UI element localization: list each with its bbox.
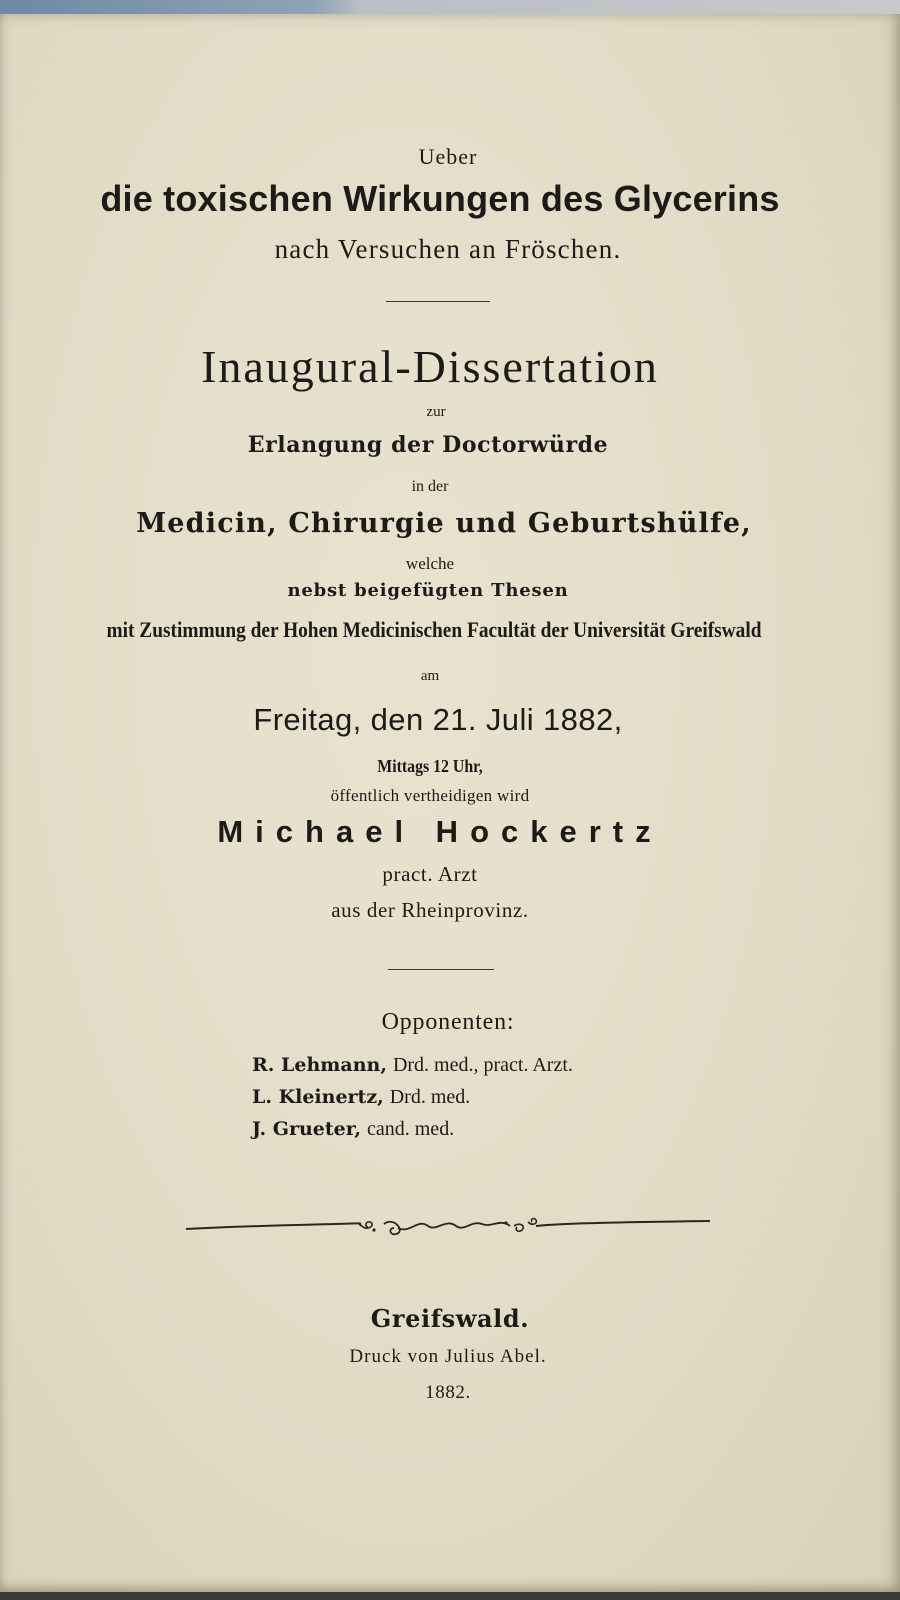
opponent-name: L. Kleinertz, — [252, 1086, 384, 1108]
opponents-heading: Opponenten: — [381, 1009, 515, 1035]
opponent-row — [252, 1054, 573, 1077]
theses-text: nebst beigefügten Thesen — [287, 580, 569, 601]
imprint-year: 1882. — [425, 1382, 471, 1403]
imprint-printer: Druck von Julius Abel. — [349, 1346, 547, 1367]
ueber-text: Ueber — [418, 144, 478, 169]
opponent-name: R. Lehmann, — [252, 1054, 387, 1076]
opponent-row — [252, 1086, 470, 1109]
am-text: am — [420, 668, 440, 684]
divider-rule — [386, 301, 490, 302]
imprint-city: Greifswald. — [370, 1304, 530, 1333]
opponent-row — [252, 1118, 454, 1141]
date-text: Freitag, den 21. Juli 1882, — [253, 702, 623, 737]
title-page — [0, 14, 900, 1592]
author-origin: aus der Rheinprovinz. — [331, 898, 529, 922]
divider-rule — [388, 969, 494, 970]
ornament-divider — [184, 1214, 714, 1244]
dissertation-heading: Inaugural-Dissertation — [201, 341, 659, 392]
fields-text: Medicin, Chirurgie und Geburtshülfe, — [136, 508, 752, 539]
defend-text: öffentlich vertheidigen wird — [330, 786, 530, 805]
subtitle: nach Versuchen an Fröschen. — [274, 234, 622, 264]
author-title: pract. Arzt — [382, 862, 478, 886]
main-title: die toxischen Wirkungen des Glycerins — [100, 178, 780, 219]
author-name: Michael Hockertz — [217, 814, 663, 849]
zur-text: zur — [426, 404, 446, 420]
welche-text: welche — [405, 554, 455, 573]
in-der-text: in der — [411, 478, 449, 495]
opponent-role: Drd. med. — [389, 1086, 471, 1108]
opponent-role: cand. med. — [367, 1118, 455, 1140]
time-text: Mittags 12 Uhr, — [377, 756, 483, 776]
opponent-name: J. Grueter, — [252, 1118, 361, 1140]
consent-text: mit Zustimmung der Hohen Medicinischen Facultät der Universität Greifswald — [106, 617, 762, 642]
book-edge — [0, 1592, 900, 1600]
opponent-role: Drd. med., pract. Arzt. — [392, 1054, 573, 1076]
purpose-text: Erlangung der Doctorwürde — [247, 432, 609, 458]
